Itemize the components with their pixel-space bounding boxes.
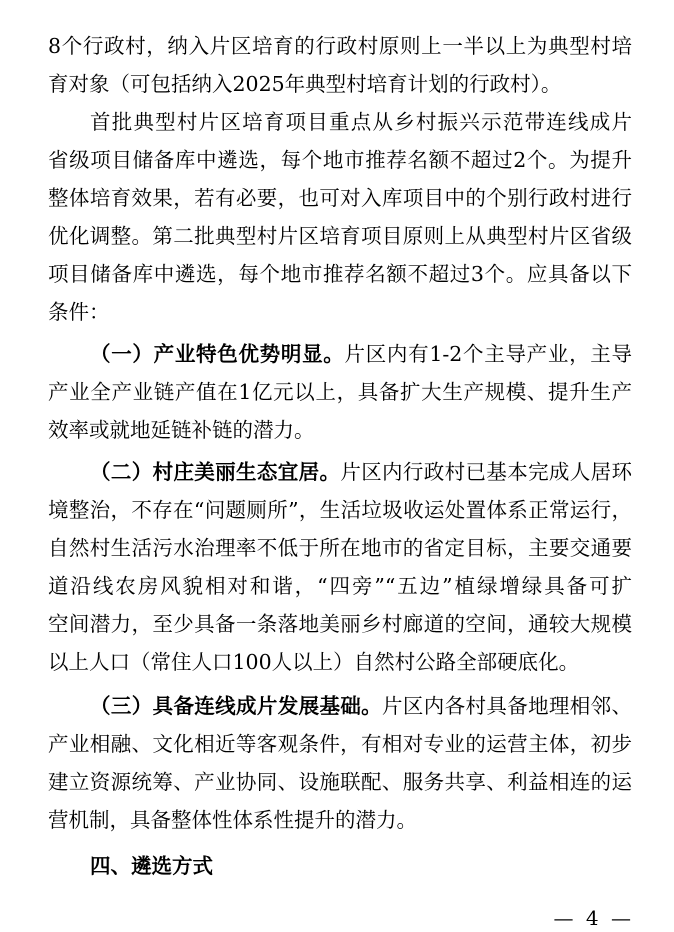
paragraph-line: 道沿线农房风貌相对和谐，“四旁”“五边”植绿增绿具备可扩: [48, 574, 632, 598]
condition-3-title: （三）具备连线成片发展基础。: [90, 694, 383, 718]
paragraph-line: 产业全产业链产值在1亿元以上，具备扩大生产规模、提升生产: [48, 380, 632, 404]
paragraph-line: 产业相融、文化相近等客观条件，有相对专业的运营主体，初步: [48, 732, 632, 756]
paragraph-line: 以上人口（常住人口100人以上）自然村公路全部硬底化。: [48, 650, 580, 674]
paragraph-line: 整体培育效果，若有必要，也可对入库项目中的个别行政村进行: [48, 186, 632, 210]
paragraph-line: 项目储备库中遴选，每个地市推荐名额不超过3个。应具备以下: [48, 262, 632, 286]
condition-2-text: 片区内行政村已基本完成人居环: [340, 460, 632, 484]
condition-3-first-line: [90, 692, 632, 720]
paragraph-line: 育对象（可包括纳入2025年典型村培育计划的行政村）。: [48, 72, 562, 96]
paragraph-line: 境整治，不存在“问题厕所”，生活垃圾收运处置体系正常运行，: [48, 498, 632, 522]
page-number: — 4 —: [553, 906, 634, 930]
paragraph-line: 建立资源统筹、产业协同、设施联配、服务共享、利益相连的运: [48, 770, 632, 794]
paragraph-line: 营机制，具备整体性体系性提升的潜力。: [48, 808, 417, 832]
condition-2-title: （二）村庄美丽生态宜居。: [90, 460, 341, 484]
condition-2-first-line: [90, 458, 632, 486]
paragraph-line: 首批典型村片区培育项目重点从乡村振兴示范带连线成片: [90, 110, 632, 134]
paragraph-line: 自然村生活污水治理率不低于所在地市的省定目标，主要交通要: [48, 536, 632, 560]
paragraph-line: 效率或就地延链补链的潜力。: [48, 418, 315, 442]
condition-1-text: 片区内有1-2个主导产业，主导: [344, 342, 632, 366]
paragraph-line: 省级项目储备库中遴选，每个地市推荐名额不超过2个。为提升: [48, 148, 632, 172]
paragraph-line: 空间潜力，至少具备一条落地美丽乡村廊道的空间，通较大规模: [48, 612, 632, 636]
paragraph-line: 条件：: [48, 300, 110, 324]
paragraph-line: 8个行政村，纳入片区培育的行政村原则上一半以上为典型村培: [48, 34, 632, 58]
section-heading: 四、遴选方式: [90, 854, 213, 878]
condition-3-text: 片区内各村具备地理相邻、: [382, 694, 632, 718]
condition-1-title: （一）产业特色优势明显。: [90, 342, 345, 366]
condition-1-first-line: [90, 340, 632, 368]
paragraph-line: 优化调整。第二批典型村片区培育项目原则上从典型村片区省级: [48, 224, 632, 248]
